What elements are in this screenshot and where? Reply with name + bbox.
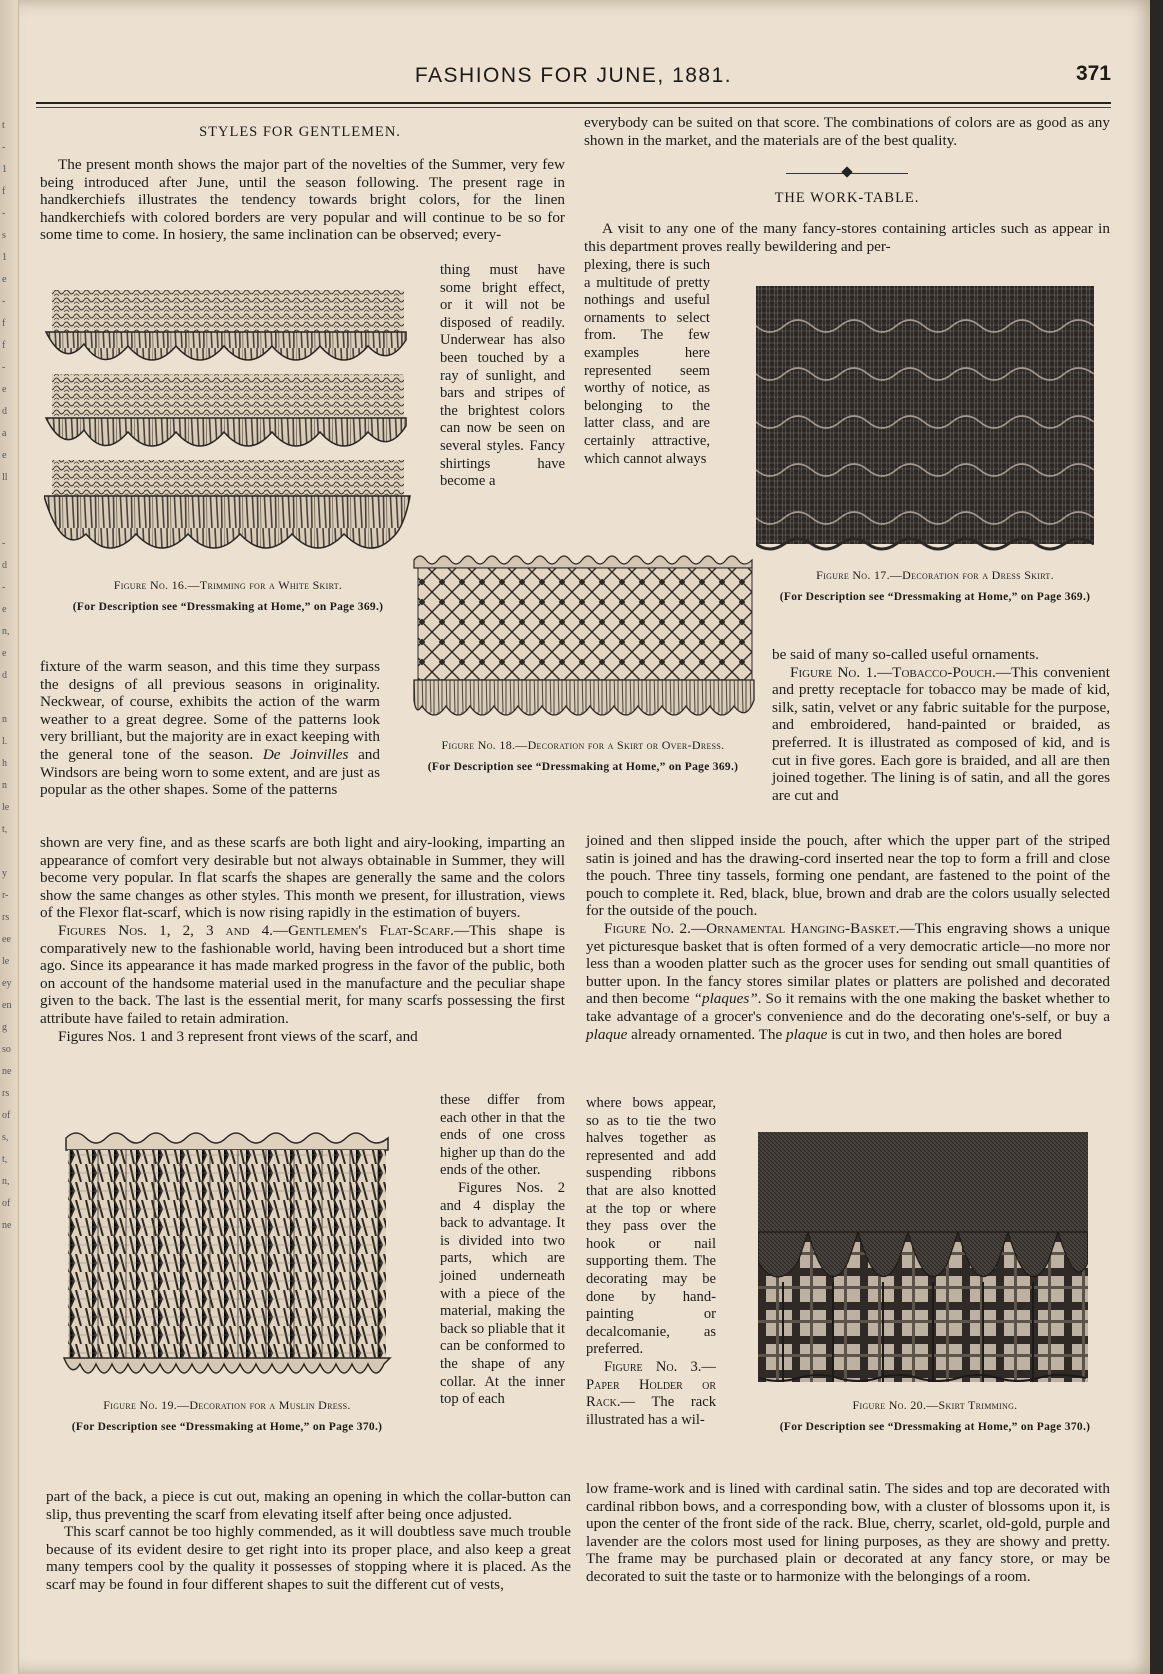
gutter-text-fragment: ll [2,472,8,483]
work-table-rack [586,1480,1110,1586]
gutter-text-fragment: so [2,1044,11,1055]
paragraph-text: . So it remains with the one making the basket whether to take advantage of a grocer's convenience and do the decorating one's-self, or buy a [586,990,1110,1025]
paragraph-text: and Windsors are being worn to some extent, and are just as popular as the other shapes. Some of the patterns [40,745,380,799]
running-header [36,62,1111,102]
section-heading-gentlemen: STYLES FOR GENTLEMEN. [199,124,401,140]
gutter-text-fragment: - [2,208,6,219]
right-continuation [584,114,1110,149]
paragraph-text: everybody can be suited on that score. The combinations of colors are as good as any shown in the market, and the materials are of the best quality. [584,114,1110,149]
gutter-text-fragment: of [2,1110,11,1121]
gutter-text-fragment: d [2,670,7,681]
paragraph-text: where bows appear, so as to tie the two halves together as represented and add suspending ribbons that are also knotted at the top or where they pass over the hook or nail supporting them. The decorating may be done by hand-painting or decalcomanie, as preferred. [586,1095,716,1358]
figure-18-caption [404,738,762,774]
gutter-text-fragment: s, [2,1132,9,1143]
paragraph-text: be said of many so-called useful ornaments. [772,646,1039,663]
gutter-text-fragment: en [2,1000,12,1011]
caption-description: (For Description see “Dressmaking at Home,” on Page 370.) [71,1421,383,1433]
gutter-text-fragment: ey [2,978,12,989]
figure-19-caption [62,1398,392,1434]
italic-term: plaque [586,1025,628,1043]
work-table-pouch-wide [586,832,1110,1043]
caption-description: (For Description see “Dressmaking at Home,” on Page 370.) [779,1421,1091,1433]
gutter-text-fragment: rs [2,912,10,923]
caption-text: Figure No. 19.—Decoration for a Muslin Dress. [103,1398,351,1412]
gentlemen-narrow-column [440,1092,565,1409]
gutter-text-fragment: le [2,802,10,813]
gutter-text-fragment: l. [2,736,8,747]
gutter-text-fragment: r- [2,890,9,901]
caption-description: (For Description see “Dressmaking at Home,” on Page 369.) [779,591,1091,603]
paragraph-text: is cut in two, and then holes are bored [831,1025,1062,1043]
paragraph-text: fixture of the warm season, and this time they surpass the designs of all previous seasons in originality. Neckwear, of course, exhibits the action of the warm weather to a great degree. Some of the patterns look very brilliant, but the majority are in exact keeping with the general tone of the season. [40,658,380,763]
gutter-text-fragment: ne [2,1220,12,1231]
figure-16-white-skirt-trimming [44,288,412,564]
gutter-text-fragment: ee [2,934,11,945]
gutter-text-fragment: - [2,142,6,153]
caption-description: (For Description see “Dressmaking at Home,” on Page 369.) [427,761,739,773]
gutter-text-fragment: 1 [2,252,7,263]
gutter-text-fragment: rs [2,1088,10,1099]
paragraph-text: —This convenient and pretty receptacle for tobacco may be made of kid, silk, satin, velvet or any fabric suitable for the purpose, and embroidered, hand-painted or braided, as preferred. It is illustrated as composed of kid, and is cut in five gores. Each gore is braided, and all are then joined together. The lining is of satin, and all the gores are cut and [772,663,1110,804]
caption-text: Figure No. 16.—Trimming for a White Skirt. [113,578,343,592]
paragraph-text: joined and then slipped inside the pouch, after which the upper part of the striped satin is joined and has the drawing-cord inserted near the top to form a frill and close the pouch. Three tiny tassels, forming one pendant, are fastened to the point of the pouch to complete it. Red, black, blue, brown and drab are the colors usually selected for the outside of the pouch. [586,832,1110,920]
gentlemen-closing [46,1488,571,1594]
gutter-text-fragment: f [2,318,6,329]
work-table-intro [584,220,1110,255]
work-table-basket-narrow [586,1095,716,1429]
gutter-text-fragment: f [2,186,6,197]
figure-reference: Figure No. 2. [604,919,691,937]
article-title: —Ornamental Hanging-Basket. [690,919,900,937]
gutter-text-fragment: n [2,714,7,725]
gentlemen-paragraph-3 [40,834,565,1045]
paragraph-text: these differ from each other in that the ends of one cross higher up than do the ends of the other. [440,1092,565,1179]
gutter-text-fragment: le [2,956,10,967]
gutter-text-fragment: - [2,538,6,549]
article-title: —Tobacco-Pouch. [876,663,996,681]
paragraph-text: already ornamented. The [631,1025,783,1043]
gentlemen-paragraph-1-narrow [440,262,565,491]
gutter-text-fragment: of [2,1198,11,1209]
gutter-text-fragment: e [2,384,7,395]
header-rule [36,102,1111,108]
gutter-text-fragment: t, [2,1154,8,1165]
paragraph-text: Figures Nos. 2 and 4 display the back to advantage. It is divided into two parts, which are joined underneath with a piece of the material, making the back so pliable that it can be conformed to the shape of any collar. At the inner top of each [440,1179,565,1408]
gutter-text-fragment: a [2,428,7,439]
section-heading-work-table: THE WORK-TABLE. [774,190,920,206]
article-title: —Paper Holder or Rack. [586,1358,716,1411]
italic-term: De Joinvilles [262,745,349,763]
figure-20-caption [770,1398,1100,1434]
figure-18-skirt-overdress-decoration [412,552,756,728]
previous-page-edge [0,0,19,1674]
gutter-text-fragment: g [2,1022,7,1033]
work-table-pouch [772,646,1110,804]
figure-reference: Figure No. 3. [604,1358,702,1375]
figure-reference: Figures Nos. 1, 2, 3 and 4. [58,921,273,939]
paragraph-text: shown are very fine, and as these scarfs are both light and airy-looking, imparting an appearance of comfort very desirable but not always obtainable in Summer, they will become very popular. In flat scarfs the shapes are generally the same and the colors show the same changes as other styles. This month we present, for illustration, views of the Flexor flat-scarf, which is now rising rapidly in the estimation of buyers. [40,834,565,922]
gutter-text-fragment: s [2,230,6,241]
figure-17-dress-skirt-decoration [756,286,1094,554]
italic-term: plaque [786,1025,828,1043]
page-number: 371 [1075,62,1111,85]
article-title: —Gentlemen's Flat-Scarf. [272,921,454,939]
work-table-intro-narrow [584,257,710,468]
gutter-text-fragment: e [2,450,7,461]
gutter-text-fragment: ne [2,1066,12,1077]
paragraph-text: —This shape is comparatively new to the fashionable world, having been introduced but a short time ago. Since its appearance it has made marked progress in the favor of the public, both on account of the handsome material used in the manufacture and the peculiar shape given to the back. The last is the essential merit, for many scarfs possessing the first attribute have failed to retain admiration. [40,921,565,1027]
gutter-text-fragment: 1 [2,164,7,175]
italic-term: “plaques” [693,990,758,1008]
paragraph-text: — The rack illustrated has a wil- [586,1394,716,1428]
gutter-text-fragment: d [2,560,7,571]
paragraph-text: Figures Nos. 1 and 3 represent front views of the scarf, and [58,1027,418,1045]
gutter-text-fragment: d [2,406,7,417]
gentlemen-paragraph-1 [40,156,565,244]
gutter-text-fragment: - [2,362,6,373]
figure-17-caption [770,568,1100,604]
gutter-text-fragment: - [2,296,6,307]
gutter-text-fragment: n, [2,626,10,637]
caption-text: Figure No. 18.—Decoration for a Skirt or Over-Dress. [441,738,725,752]
paragraph-text: —This engraving shows a unique yet picturesque basket that is often formed of a very democratic article—no more nor less than a wooden platter such as the grocer uses for sending out small quantities of butter upon. In the fancy stores similar plates or platters are polished and decorated and then become [586,919,1111,1008]
gutter-text-fragment: t, [2,824,8,835]
gutter-text-fragment: e [2,274,7,285]
gentlemen-paragraph-2 [40,658,380,799]
paragraph-text: This scarf cannot be too highly commended, as it will doubtless save much trouble because of its evident desire to get right into its proper place, and also keep a great many tempers cool by the quality it possesses of stopping where it is placed. As the scarf may be found in four different shapes to suit the different cut of vests, [46,1523,571,1593]
paragraph-text: The present month shows the major part of the novelties of the Summer, very few being introduced after June, until the season following. The present rage in handkerchiefs illustrates the tendency towards bright colors, for the linen handkerchiefs with colored borders are very popular and will continue to be so for some time to come. In hosiery, the same inclination can be observed; every- [40,156,565,244]
gutter-text-fragment: - [2,582,6,593]
paragraph-text: plexing, there is such a multitude of pretty nothings and useful ornaments to select from. The few examples here represented seem worthy of notice, as belonging to the latter class, and are certainly attractive, which cannot always [584,257,710,467]
paragraph-text: part of the back, a piece is cut out, making an opening in which the collar-button can slip, thus preventing the scarf from elevating itself after being once adjusted. [46,1488,571,1523]
gutter-text-fragment: e [2,604,7,615]
caption-text: Figure No. 17.—Decoration for a Dress Skirt. [816,568,1054,582]
figure-reference: Figure No. 1. [790,663,877,681]
caption-text: Figure No. 20.—Skirt Trimming. [852,1398,1018,1412]
gutter-text-fragment: f [2,340,6,351]
gutter-text-fragment: n, [2,1176,10,1187]
paragraph-text: thing must have some bright effect, or it will not be disposed of readily. Underwear has also been touched by a ray of sunlight, and bars and stripes of the brightest colors can now be seen on several styles. Fancy shirtings have become a [440,262,565,490]
paragraph-text: A visit to any one of the many fancy-stores containing articles such as appear in this department proves really bewildering and per- [584,220,1110,255]
gutter-text-fragment: e [2,648,7,659]
gutter-text-fragment: y [2,868,7,879]
paragraph-text: low frame-work and is lined with cardinal satin. The sides and top are decorated with cardinal ribbon bows, and a corresponding bow, with a cluster of blossoms upon it, is upon the center of the front side of the rack. Blue, cherry, scarlet, old-gold, purple and lavender are the colors most used for lining purposes, as they are showy and pretty. The frame may be purchased plain or decorated at any fancy store, or may be decorated to suit the taste or to harmonize with the belongings of a room. [586,1480,1110,1585]
running-title: FASHIONS FOR JUNE, 1881. [414,64,733,87]
section-ornament [786,168,908,178]
figure-19-muslin-dress-decoration [62,1128,392,1386]
gutter-text-fragment: t [2,120,5,131]
figure-20-skirt-trimming [758,1132,1088,1384]
gutter-text-fragment: n [2,780,7,791]
caption-description: (For Description see “Dressmaking at Home,” on Page 369.) [72,601,384,613]
gutter-text-fragment: h [2,758,7,769]
figure-16-caption [44,578,412,614]
